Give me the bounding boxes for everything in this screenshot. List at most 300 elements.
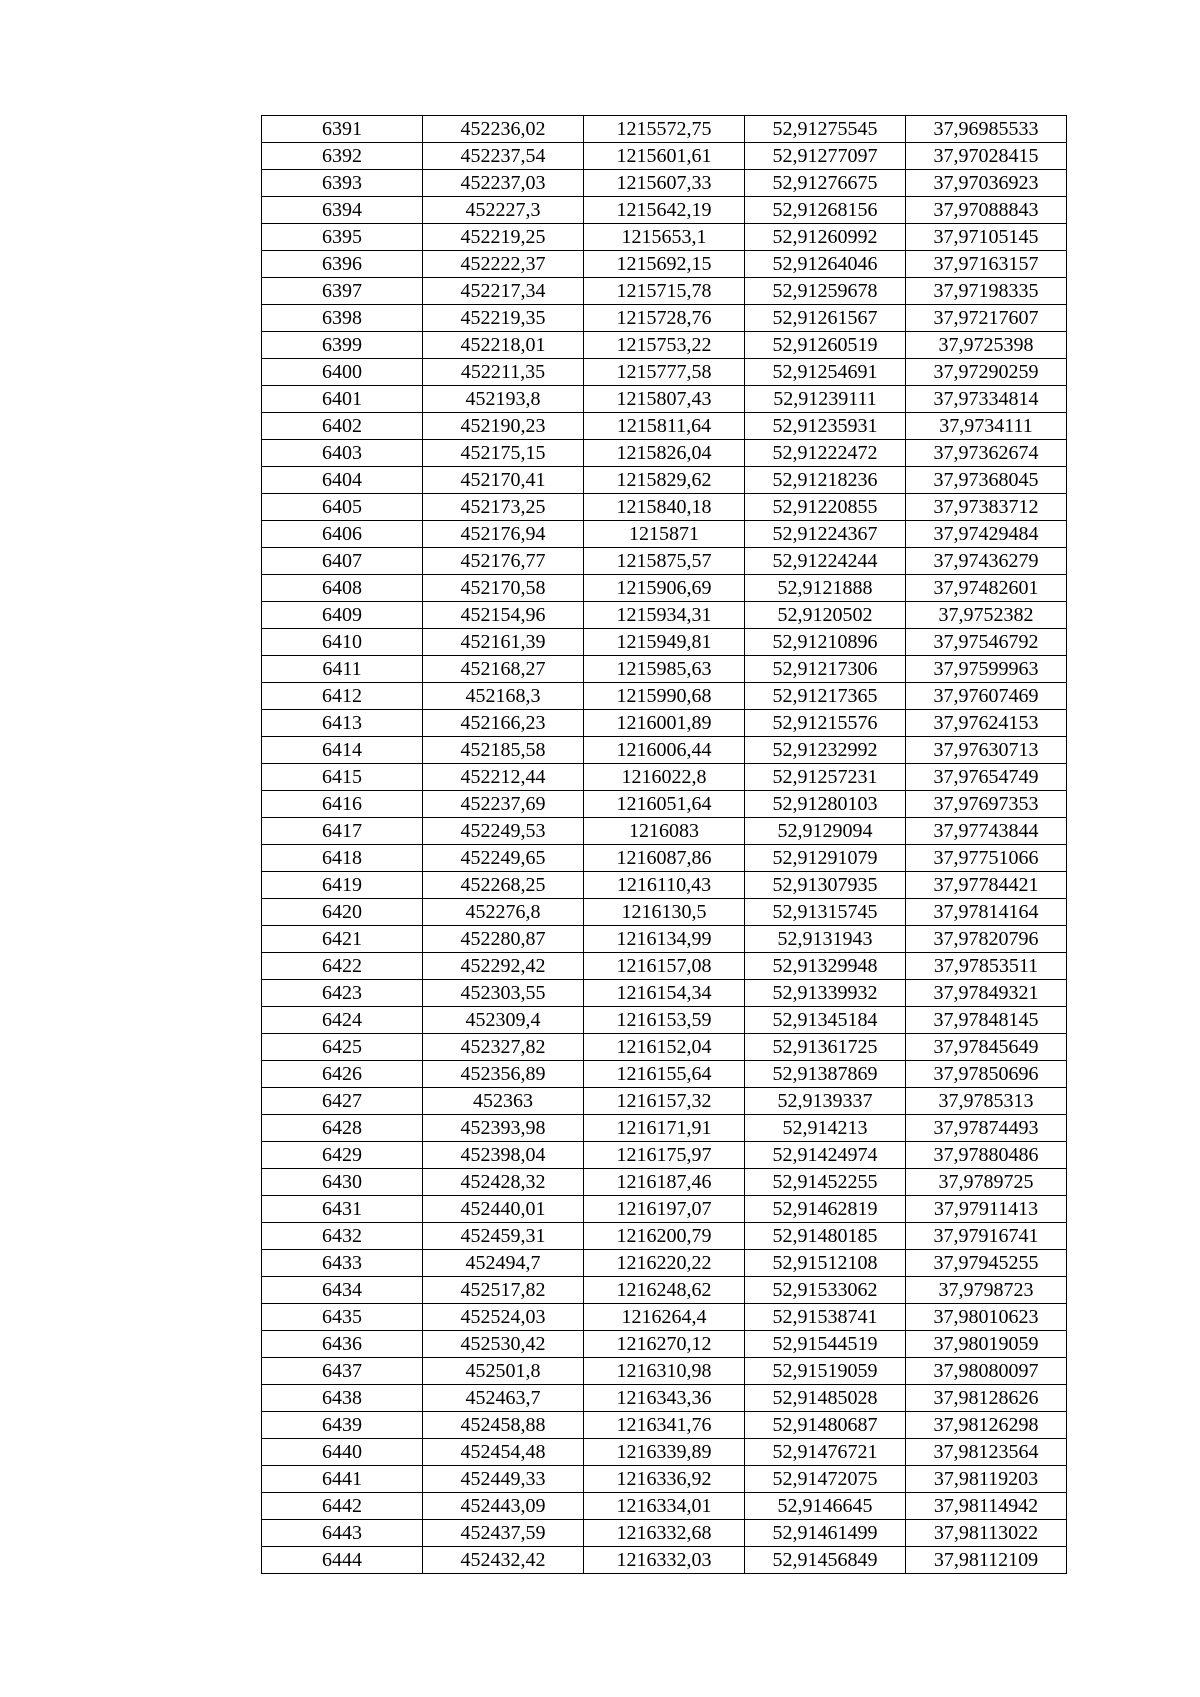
x-coordinate-cell: 452363 [423,1088,584,1115]
point-number-cell: 6418 [262,845,423,872]
latitude-cell: 52,91268156 [745,197,906,224]
x-coordinate-cell: 452463,7 [423,1385,584,1412]
table-row [262,440,1067,467]
point-number-cell: 6392 [262,143,423,170]
latitude-cell: 52,91235931 [745,413,906,440]
point-number-cell: 6432 [262,1223,423,1250]
latitude-cell: 52,91544519 [745,1331,906,1358]
y-coordinate-cell: 1216336,92 [584,1466,745,1493]
longitude-cell: 37,97850696 [906,1061,1067,1088]
x-coordinate-cell: 452168,27 [423,656,584,683]
x-coordinate-cell: 452166,23 [423,710,584,737]
y-coordinate-cell: 1216157,32 [584,1088,745,1115]
longitude-cell: 37,97853511 [906,953,1067,980]
x-coordinate-cell: 452303,55 [423,980,584,1007]
y-coordinate-cell: 1215777,58 [584,359,745,386]
table-row [262,1223,1067,1250]
table-row [262,1061,1067,1088]
point-number-cell: 6409 [262,602,423,629]
x-coordinate-cell: 452280,87 [423,926,584,953]
longitude-cell: 37,9725398 [906,332,1067,359]
y-coordinate-cell: 1216110,43 [584,872,745,899]
latitude-cell: 52,91461499 [745,1520,906,1547]
x-coordinate-cell: 452170,41 [423,467,584,494]
y-coordinate-cell: 1216248,62 [584,1277,745,1304]
y-coordinate-cell: 1215728,76 [584,305,745,332]
table-row [262,143,1067,170]
longitude-cell: 37,98123564 [906,1439,1067,1466]
latitude-cell: 52,91462819 [745,1196,906,1223]
table-row [262,1385,1067,1412]
latitude-cell: 52,91218236 [745,467,906,494]
table-row [262,1331,1067,1358]
y-coordinate-cell: 1216332,03 [584,1547,745,1574]
x-coordinate-cell: 452161,39 [423,629,584,656]
x-coordinate-cell: 452437,59 [423,1520,584,1547]
y-coordinate-cell: 1215692,15 [584,251,745,278]
y-coordinate-cell: 1216332,68 [584,1520,745,1547]
longitude-cell: 37,97607469 [906,683,1067,710]
longitude-cell: 37,97945255 [906,1250,1067,1277]
point-number-cell: 6439 [262,1412,423,1439]
x-coordinate-cell: 452249,65 [423,845,584,872]
table-row [262,116,1067,143]
latitude-cell: 52,91480185 [745,1223,906,1250]
latitude-cell: 52,91232992 [745,737,906,764]
table-row [262,953,1067,980]
latitude-cell: 52,91215576 [745,710,906,737]
longitude-cell: 37,97911413 [906,1196,1067,1223]
latitude-cell: 52,91224244 [745,548,906,575]
point-number-cell: 6438 [262,1385,423,1412]
longitude-cell: 37,97383712 [906,494,1067,521]
latitude-cell: 52,9131943 [745,926,906,953]
point-number-cell: 6420 [262,899,423,926]
latitude-cell: 52,91456849 [745,1547,906,1574]
latitude-cell: 52,91217365 [745,683,906,710]
table-row [262,791,1067,818]
longitude-cell: 37,97784421 [906,872,1067,899]
x-coordinate-cell: 452236,02 [423,116,584,143]
point-number-cell: 6444 [262,1547,423,1574]
latitude-cell: 52,91387869 [745,1061,906,1088]
longitude-cell: 37,97624153 [906,710,1067,737]
longitude-cell: 37,98114942 [906,1493,1067,1520]
x-coordinate-cell: 452190,23 [423,413,584,440]
table-row [262,1034,1067,1061]
latitude-cell: 52,91222472 [745,440,906,467]
longitude-cell: 37,98113022 [906,1520,1067,1547]
longitude-cell: 37,97482601 [906,575,1067,602]
latitude-cell: 52,91485028 [745,1385,906,1412]
latitude-cell: 52,91512108 [745,1250,906,1277]
x-coordinate-cell: 452398,04 [423,1142,584,1169]
longitude-cell: 37,97880486 [906,1142,1067,1169]
y-coordinate-cell: 1216006,44 [584,737,745,764]
point-number-cell: 6400 [262,359,423,386]
latitude-cell: 52,91315745 [745,899,906,926]
latitude-cell: 52,91519059 [745,1358,906,1385]
table-row [262,170,1067,197]
x-coordinate-cell: 452327,82 [423,1034,584,1061]
table-row [262,521,1067,548]
point-number-cell: 6414 [262,737,423,764]
table-row [262,980,1067,1007]
point-number-cell: 6442 [262,1493,423,1520]
table-row [262,1520,1067,1547]
y-coordinate-cell: 1216134,99 [584,926,745,953]
longitude-cell: 37,97105145 [906,224,1067,251]
point-number-cell: 6397 [262,278,423,305]
latitude-cell: 52,91452255 [745,1169,906,1196]
point-number-cell: 6405 [262,494,423,521]
x-coordinate-cell: 452176,94 [423,521,584,548]
table-row [262,1358,1067,1385]
latitude-cell: 52,91533062 [745,1277,906,1304]
table-row [262,359,1067,386]
latitude-cell: 52,914213 [745,1115,906,1142]
y-coordinate-cell: 1216310,98 [584,1358,745,1385]
x-coordinate-cell: 452428,32 [423,1169,584,1196]
x-coordinate-cell: 452173,25 [423,494,584,521]
y-coordinate-cell: 1215653,1 [584,224,745,251]
longitude-cell: 37,97630713 [906,737,1067,764]
table-row [262,1439,1067,1466]
longitude-cell: 37,97198335 [906,278,1067,305]
table-row [262,332,1067,359]
x-coordinate-cell: 452249,53 [423,818,584,845]
x-coordinate-cell: 452501,8 [423,1358,584,1385]
x-coordinate-cell: 452217,34 [423,278,584,305]
y-coordinate-cell: 1215934,31 [584,602,745,629]
y-coordinate-cell: 1216155,64 [584,1061,745,1088]
y-coordinate-cell: 1215572,75 [584,116,745,143]
table-row [262,224,1067,251]
x-coordinate-cell: 452185,58 [423,737,584,764]
table-row [262,602,1067,629]
latitude-cell: 52,91260992 [745,224,906,251]
y-coordinate-cell: 1215990,68 [584,683,745,710]
point-number-cell: 6398 [262,305,423,332]
x-coordinate-cell: 452237,03 [423,170,584,197]
y-coordinate-cell: 1215829,62 [584,467,745,494]
y-coordinate-cell: 1215811,64 [584,413,745,440]
x-coordinate-cell: 452237,54 [423,143,584,170]
x-coordinate-cell: 452524,03 [423,1304,584,1331]
table-row [262,278,1067,305]
latitude-cell: 52,91424974 [745,1142,906,1169]
longitude-cell: 37,98126298 [906,1412,1067,1439]
longitude-cell: 37,97849321 [906,980,1067,1007]
latitude-cell: 52,91476721 [745,1439,906,1466]
table-row [262,1142,1067,1169]
x-coordinate-cell: 452219,35 [423,305,584,332]
longitude-cell: 37,98128626 [906,1385,1067,1412]
point-number-cell: 6394 [262,197,423,224]
point-number-cell: 6434 [262,1277,423,1304]
table-row [262,899,1067,926]
x-coordinate-cell: 452227,3 [423,197,584,224]
longitude-cell: 37,97599963 [906,656,1067,683]
point-number-cell: 6404 [262,467,423,494]
longitude-cell: 37,97814164 [906,899,1067,926]
latitude-cell: 52,91277097 [745,143,906,170]
point-number-cell: 6425 [262,1034,423,1061]
point-number-cell: 6396 [262,251,423,278]
longitude-cell: 37,96985533 [906,116,1067,143]
point-number-cell: 6440 [262,1439,423,1466]
x-coordinate-cell: 452193,8 [423,386,584,413]
x-coordinate-cell: 452443,09 [423,1493,584,1520]
y-coordinate-cell: 1216339,89 [584,1439,745,1466]
latitude-cell: 52,91254691 [745,359,906,386]
y-coordinate-cell: 1216051,64 [584,791,745,818]
latitude-cell: 52,9121888 [745,575,906,602]
y-coordinate-cell: 1215906,69 [584,575,745,602]
table-row [262,1196,1067,1223]
latitude-cell: 52,91329948 [745,953,906,980]
longitude-cell: 37,97362674 [906,440,1067,467]
longitude-cell: 37,97290259 [906,359,1067,386]
table-row [262,1304,1067,1331]
latitude-cell: 52,91361725 [745,1034,906,1061]
table-row [262,494,1067,521]
longitude-cell: 37,97163157 [906,251,1067,278]
latitude-cell: 52,9146645 [745,1493,906,1520]
longitude-cell: 37,9798723 [906,1277,1067,1304]
latitude-cell: 52,91472075 [745,1466,906,1493]
point-number-cell: 6406 [262,521,423,548]
x-coordinate-cell: 452517,82 [423,1277,584,1304]
latitude-cell: 52,91275545 [745,116,906,143]
table-row [262,575,1067,602]
point-number-cell: 6419 [262,872,423,899]
latitude-cell: 52,91220855 [745,494,906,521]
x-coordinate-cell: 452170,58 [423,575,584,602]
point-number-cell: 6436 [262,1331,423,1358]
point-number-cell: 6422 [262,953,423,980]
latitude-cell: 52,9120502 [745,602,906,629]
longitude-cell: 37,9734111 [906,413,1067,440]
y-coordinate-cell: 1215607,33 [584,170,745,197]
latitude-cell: 52,91339932 [745,980,906,1007]
point-number-cell: 6426 [262,1061,423,1088]
y-coordinate-cell: 1216270,12 [584,1331,745,1358]
table-row [262,413,1067,440]
table-row [262,1277,1067,1304]
y-coordinate-cell: 1216157,08 [584,953,745,980]
point-number-cell: 6402 [262,413,423,440]
y-coordinate-cell: 1216171,91 [584,1115,745,1142]
x-coordinate-cell: 452459,31 [423,1223,584,1250]
longitude-cell: 37,97436279 [906,548,1067,575]
point-number-cell: 6433 [262,1250,423,1277]
coordinates-table-body [262,116,1067,1574]
longitude-cell: 37,97654749 [906,764,1067,791]
longitude-cell: 37,97429484 [906,521,1067,548]
x-coordinate-cell: 452292,42 [423,953,584,980]
y-coordinate-cell: 1216200,79 [584,1223,745,1250]
y-coordinate-cell: 1216022,8 [584,764,745,791]
table-row [262,629,1067,656]
point-number-cell: 6431 [262,1196,423,1223]
table-row [262,197,1067,224]
longitude-cell: 37,98119203 [906,1466,1067,1493]
latitude-cell: 52,91261567 [745,305,906,332]
table-row [262,845,1067,872]
x-coordinate-cell: 452218,01 [423,332,584,359]
y-coordinate-cell: 1215601,61 [584,143,745,170]
x-coordinate-cell: 452454,48 [423,1439,584,1466]
longitude-cell: 37,97916741 [906,1223,1067,1250]
point-number-cell: 6424 [262,1007,423,1034]
y-coordinate-cell: 1216264,4 [584,1304,745,1331]
longitude-cell: 37,9789725 [906,1169,1067,1196]
latitude-cell: 52,91307935 [745,872,906,899]
point-number-cell: 6429 [262,1142,423,1169]
x-coordinate-cell: 452212,44 [423,764,584,791]
x-coordinate-cell: 452309,4 [423,1007,584,1034]
longitude-cell: 37,98010623 [906,1304,1067,1331]
table-row [262,1466,1067,1493]
latitude-cell: 52,91264046 [745,251,906,278]
table-row [262,764,1067,791]
longitude-cell: 37,9785313 [906,1088,1067,1115]
longitude-cell: 37,9752382 [906,602,1067,629]
latitude-cell: 52,91224367 [745,521,906,548]
x-coordinate-cell: 452211,35 [423,359,584,386]
table-row [262,872,1067,899]
y-coordinate-cell: 1216152,04 [584,1034,745,1061]
table-row [262,710,1067,737]
y-coordinate-cell: 1215985,63 [584,656,745,683]
y-coordinate-cell: 1215807,43 [584,386,745,413]
point-number-cell: 6403 [262,440,423,467]
table-row [262,1412,1067,1439]
y-coordinate-cell: 1215753,22 [584,332,745,359]
longitude-cell: 37,97217607 [906,305,1067,332]
point-number-cell: 6393 [262,170,423,197]
y-coordinate-cell: 1216087,86 [584,845,745,872]
x-coordinate-cell: 452449,33 [423,1466,584,1493]
point-number-cell: 6416 [262,791,423,818]
x-coordinate-cell: 452440,01 [423,1196,584,1223]
longitude-cell: 37,97874493 [906,1115,1067,1142]
y-coordinate-cell: 1216197,07 [584,1196,745,1223]
table-row [262,386,1067,413]
longitude-cell: 37,97743844 [906,818,1067,845]
y-coordinate-cell: 1215949,81 [584,629,745,656]
x-coordinate-cell: 452268,25 [423,872,584,899]
longitude-cell: 37,97088843 [906,197,1067,224]
latitude-cell: 52,9139337 [745,1088,906,1115]
point-number-cell: 6417 [262,818,423,845]
point-number-cell: 6412 [262,683,423,710]
table-row [262,1493,1067,1520]
point-number-cell: 6430 [262,1169,423,1196]
latitude-cell: 52,91276675 [745,170,906,197]
y-coordinate-cell: 1216343,36 [584,1385,745,1412]
y-coordinate-cell: 1216187,46 [584,1169,745,1196]
latitude-cell: 52,91259678 [745,278,906,305]
y-coordinate-cell: 1216175,97 [584,1142,745,1169]
longitude-cell: 37,97848145 [906,1007,1067,1034]
latitude-cell: 52,91260519 [745,332,906,359]
point-number-cell: 6413 [262,710,423,737]
table-row [262,1115,1067,1142]
longitude-cell: 37,98019059 [906,1331,1067,1358]
latitude-cell: 52,91217306 [745,656,906,683]
table-row [262,251,1067,278]
x-coordinate-cell: 452276,8 [423,899,584,926]
table-row [262,305,1067,332]
longitude-cell: 37,97845649 [906,1034,1067,1061]
x-coordinate-cell: 452356,89 [423,1061,584,1088]
longitude-cell: 37,97546792 [906,629,1067,656]
y-coordinate-cell: 1215875,57 [584,548,745,575]
x-coordinate-cell: 452219,25 [423,224,584,251]
table-row [262,1250,1067,1277]
point-number-cell: 6410 [262,629,423,656]
y-coordinate-cell: 1216334,01 [584,1493,745,1520]
longitude-cell: 37,98080097 [906,1358,1067,1385]
x-coordinate-cell: 452494,7 [423,1250,584,1277]
point-number-cell: 6427 [262,1088,423,1115]
x-coordinate-cell: 452458,88 [423,1412,584,1439]
latitude-cell: 52,91239111 [745,386,906,413]
latitude-cell: 52,91345184 [745,1007,906,1034]
y-coordinate-cell: 1216154,34 [584,980,745,1007]
table-row [262,1169,1067,1196]
y-coordinate-cell: 1216220,22 [584,1250,745,1277]
longitude-cell: 37,97036923 [906,170,1067,197]
point-number-cell: 6421 [262,926,423,953]
y-coordinate-cell: 1216083 [584,818,745,845]
latitude-cell: 52,91538741 [745,1304,906,1331]
longitude-cell: 37,97820796 [906,926,1067,953]
table-row [262,683,1067,710]
x-coordinate-cell: 452530,42 [423,1331,584,1358]
longitude-cell: 37,97334814 [906,386,1067,413]
y-coordinate-cell: 1215840,18 [584,494,745,521]
point-number-cell: 6435 [262,1304,423,1331]
y-coordinate-cell: 1215715,78 [584,278,745,305]
x-coordinate-cell: 452154,96 [423,602,584,629]
longitude-cell: 37,97697353 [906,791,1067,818]
point-number-cell: 6408 [262,575,423,602]
x-coordinate-cell: 452237,69 [423,791,584,818]
table-row [262,926,1067,953]
point-number-cell: 6423 [262,980,423,1007]
latitude-cell: 52,91291079 [745,845,906,872]
point-number-cell: 6441 [262,1466,423,1493]
point-number-cell: 6437 [262,1358,423,1385]
point-number-cell: 6428 [262,1115,423,1142]
latitude-cell: 52,91280103 [745,791,906,818]
table-row [262,818,1067,845]
latitude-cell: 52,91480687 [745,1412,906,1439]
point-number-cell: 6395 [262,224,423,251]
y-coordinate-cell: 1215826,04 [584,440,745,467]
x-coordinate-cell: 452176,77 [423,548,584,575]
point-number-cell: 6391 [262,116,423,143]
point-number-cell: 6401 [262,386,423,413]
latitude-cell: 52,91210896 [745,629,906,656]
table-row [262,1007,1067,1034]
x-coordinate-cell: 452168,3 [423,683,584,710]
table-row [262,656,1067,683]
y-coordinate-cell: 1216153,59 [584,1007,745,1034]
